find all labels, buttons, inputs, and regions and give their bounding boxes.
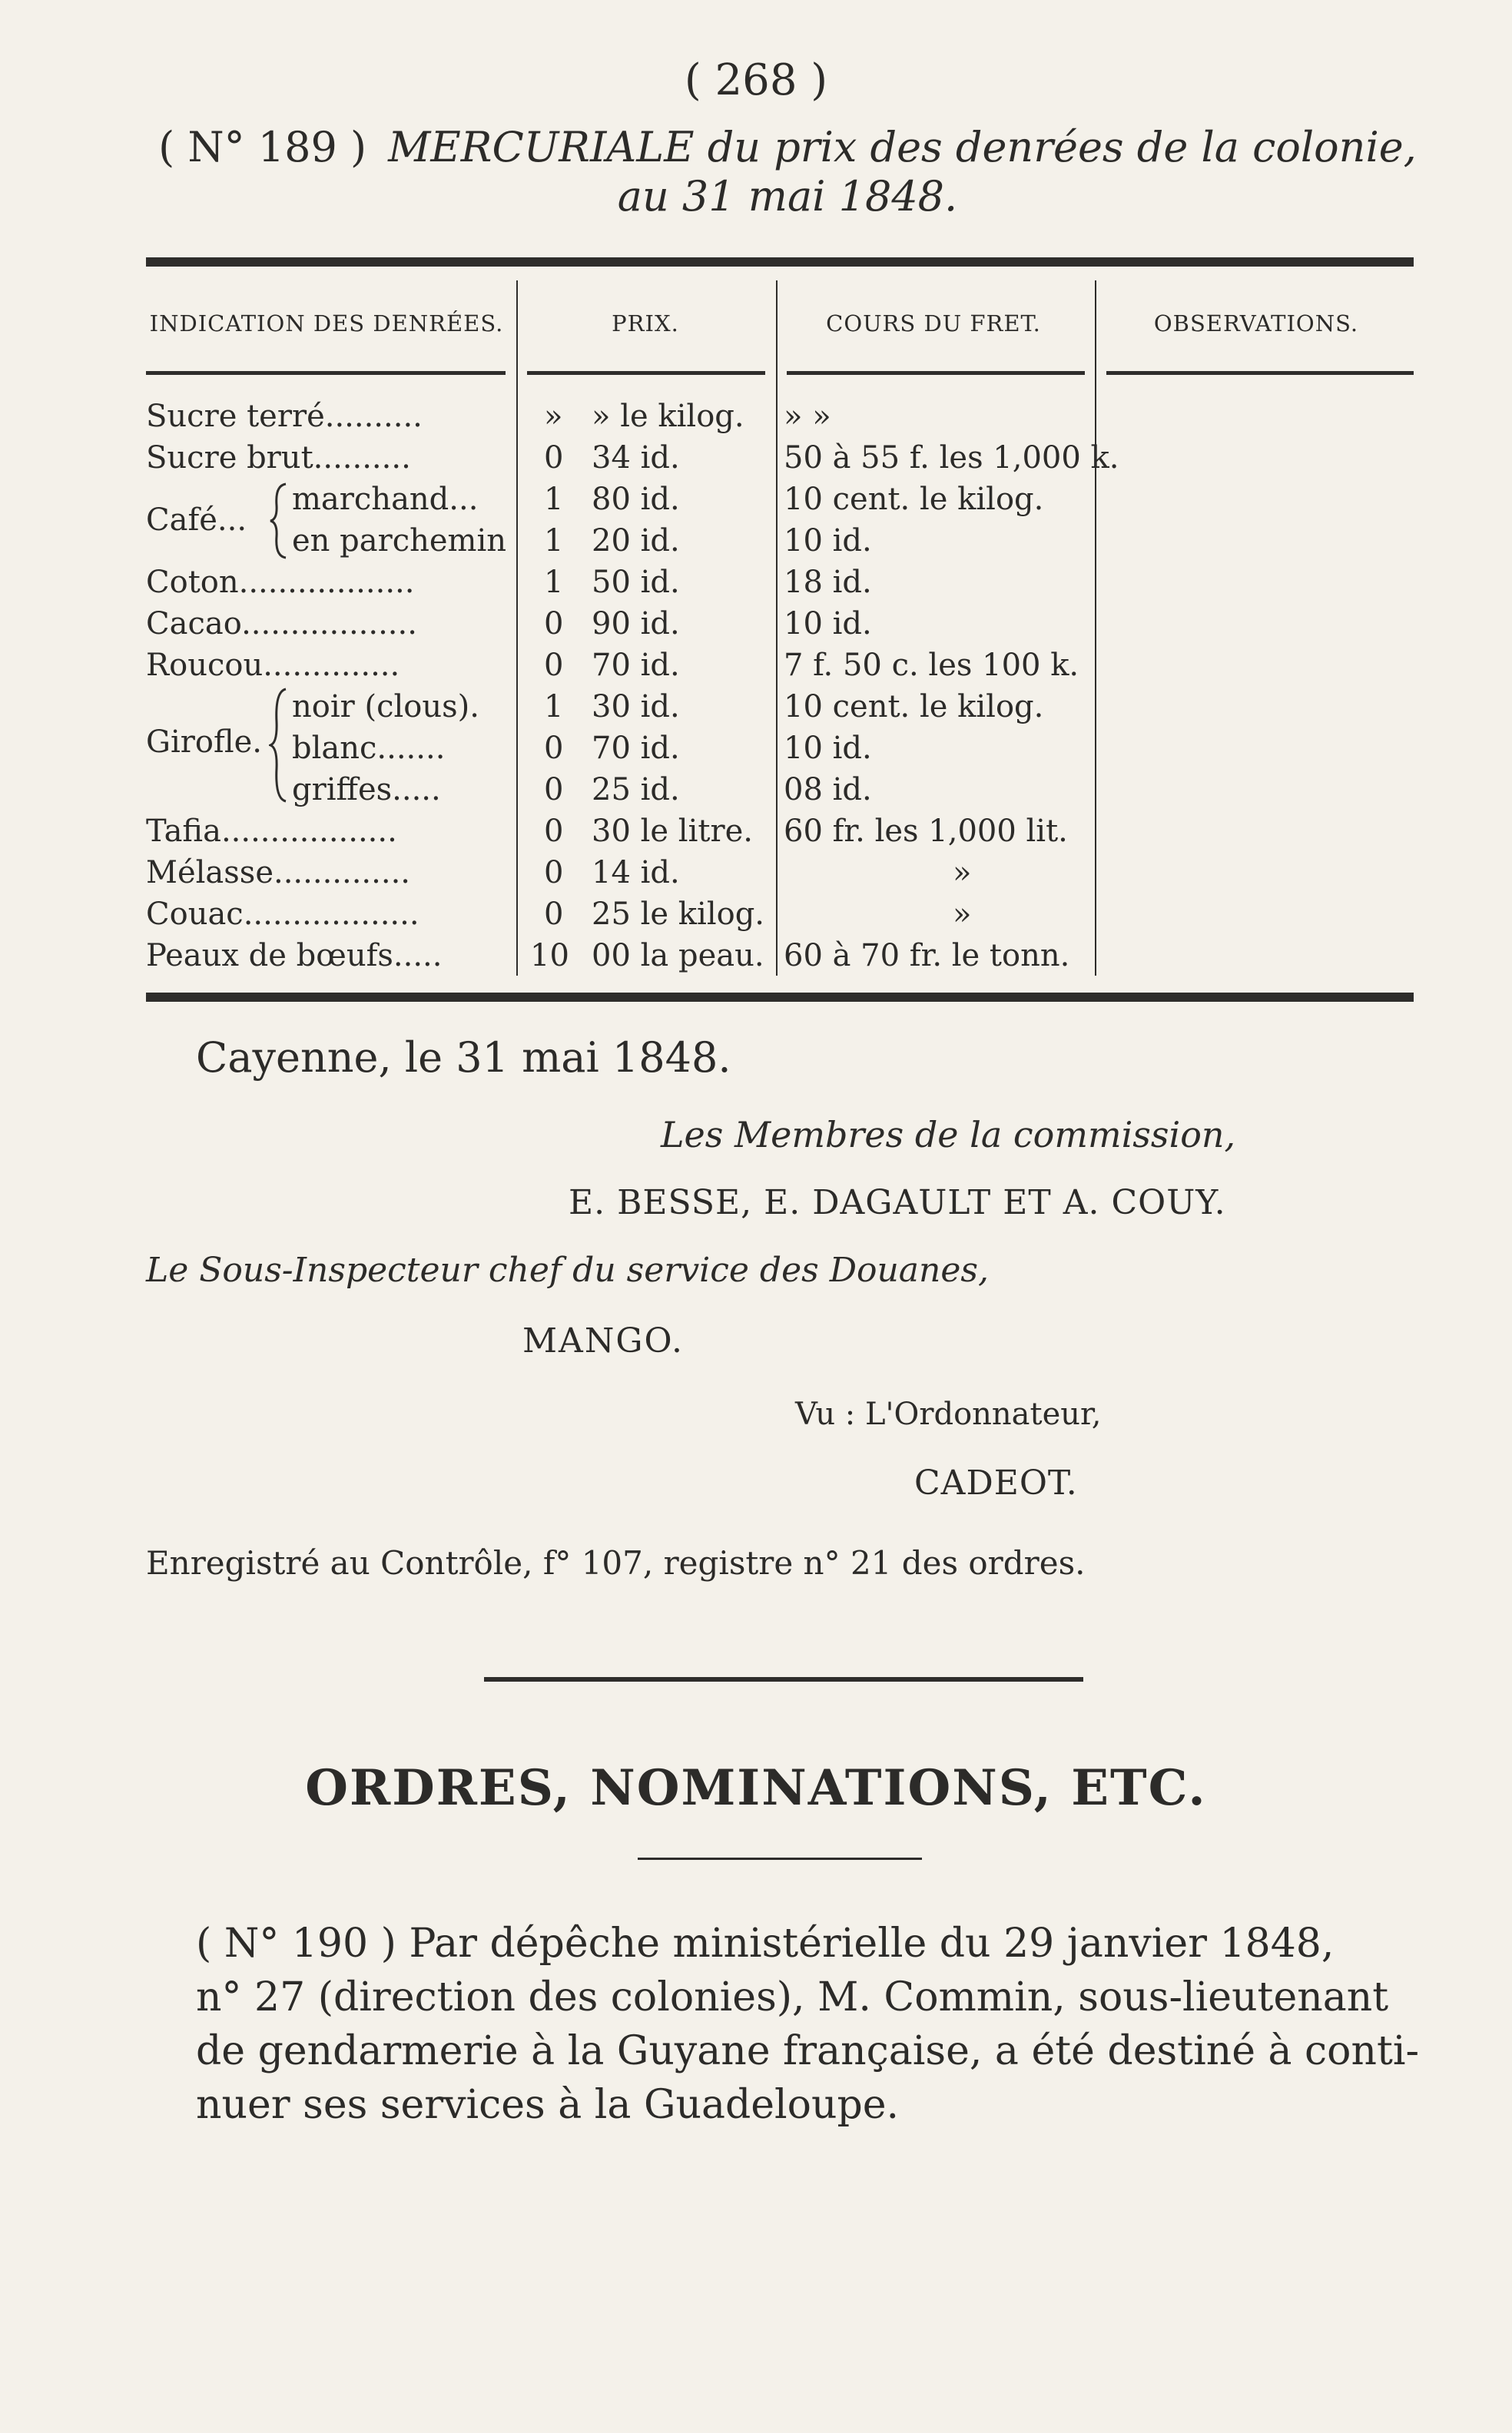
inspector-label: Le Sous-Inspecteur chef du service des Douanes, xyxy=(146,1251,989,1290)
row-price-rest: » le kilog. xyxy=(592,399,744,434)
row-fret: 18 id. xyxy=(784,565,872,600)
ordonnateur-name: CADEOT. xyxy=(914,1463,1078,1503)
heading-title-line2: au 31 mai 1848. xyxy=(617,172,958,220)
members-names: E. BESSE, E. DAGAULT ET A. COUY. xyxy=(569,1183,1226,1222)
page-number: ( 268 ) xyxy=(684,55,828,105)
row-fret: 7 f. 50 c. les 100 k. xyxy=(784,648,1079,683)
table-row xyxy=(0,437,1512,479)
row-price-whole: 0 xyxy=(544,897,564,932)
table-row xyxy=(0,562,1512,603)
table-row xyxy=(0,479,1512,520)
row-fret: » xyxy=(953,897,972,932)
row-label: griffes..... xyxy=(292,772,441,807)
row-fret: 60 fr. les 1,000 lit. xyxy=(784,814,1068,849)
row-price-rest: 30 id. xyxy=(592,689,680,724)
table-row xyxy=(0,893,1512,935)
row-price-whole: 10 xyxy=(530,938,569,973)
header-underline xyxy=(146,371,506,375)
row-label: blanc....... xyxy=(292,731,446,766)
group-label-girofle: Girofle. xyxy=(146,724,263,760)
row-price-whole: 1 xyxy=(544,565,564,600)
section-title: ORDRES, NOMINATIONS, ETC. xyxy=(305,1759,1207,1817)
row-fret: » » xyxy=(784,399,831,434)
row-price-whole: 0 xyxy=(544,648,564,683)
section-divider xyxy=(484,1677,1083,1682)
row-price-rest: 00 la peau. xyxy=(592,938,764,973)
row-price-rest: 20 id. xyxy=(592,523,680,559)
row-price-whole: 1 xyxy=(544,689,564,724)
row-label: Peaux de bœufs..... xyxy=(146,938,443,973)
row-price-whole: 0 xyxy=(544,440,564,476)
table-bottom-rule xyxy=(146,993,1414,1002)
row-price-whole: 0 xyxy=(544,772,564,807)
table-row xyxy=(0,520,1512,562)
header-underline xyxy=(787,371,1085,375)
table-row xyxy=(0,645,1512,686)
row-fret: 08 id. xyxy=(784,772,872,807)
inspector-name: MANGO. xyxy=(522,1321,684,1361)
paragraph-line: nuer ses services à la Guadeloupe. xyxy=(196,2082,900,2128)
place-date: Cayenne, le 31 mai 1848. xyxy=(196,1033,731,1082)
row-label: en parchemin xyxy=(292,523,507,559)
row-price-rest: 25 le kilog. xyxy=(592,897,765,932)
row-fret: 50 à 55 f. les 1,000 k. xyxy=(784,440,1119,476)
row-fret: 10 id. xyxy=(784,731,872,766)
table-row xyxy=(0,686,1512,728)
row-label: Coton.................. xyxy=(146,565,415,600)
row-price-rest: 30 le litre. xyxy=(592,814,753,849)
members-label: Les Membres de la commission, xyxy=(661,1114,1236,1155)
row-price-whole: 0 xyxy=(544,731,564,766)
table-top-rule xyxy=(146,257,1414,267)
row-fret: » xyxy=(953,855,972,890)
row-label: Couac.................. xyxy=(146,897,419,932)
row-label: noir (clous). xyxy=(292,689,479,724)
ordre-paragraph xyxy=(196,1917,1425,2132)
row-price-rest: 70 id. xyxy=(592,731,680,766)
row-label: Roucou.............. xyxy=(146,648,400,683)
heading-title-line1: MERCURIALE du prix des denrées de la colonie, xyxy=(388,123,1417,171)
paragraph-line: ( N° 190 ) Par dépêche ministérielle du 29 janvier 1848, xyxy=(196,1921,1335,1967)
table-row xyxy=(0,935,1512,976)
row-fret: 60 à 70 fr. le tonn. xyxy=(784,938,1070,973)
header-underline xyxy=(527,371,765,375)
row-label: Mélasse.............. xyxy=(146,855,411,890)
row-price-rest: 70 id. xyxy=(592,648,680,683)
row-price-whole: » xyxy=(544,399,563,434)
header-underline xyxy=(1106,371,1414,375)
row-label: Sucre terré.......... xyxy=(146,399,423,434)
table-row xyxy=(0,728,1512,769)
group-label-cafe: Café... xyxy=(146,502,247,538)
row-price-rest: 34 id. xyxy=(592,440,680,476)
row-fret: 10 cent. le kilog. xyxy=(784,482,1044,517)
row-price-rest: 80 id. xyxy=(592,482,680,517)
table-row xyxy=(0,603,1512,645)
header-prix: PRIX. xyxy=(612,310,679,336)
row-price-whole: 0 xyxy=(544,855,564,890)
paragraph-line: de gendarmerie à la Guyane française, a été destiné à conti- xyxy=(196,2028,1420,2074)
row-label: Cacao.................. xyxy=(146,606,417,641)
table-row xyxy=(0,810,1512,852)
row-price-whole: 1 xyxy=(544,482,564,517)
row-price-whole: 1 xyxy=(544,523,564,559)
heading-number: ( N° 189 ) xyxy=(158,123,367,171)
row-price-rest: 50 id. xyxy=(592,565,680,600)
row-label: Tafia.................. xyxy=(146,814,397,849)
row-fret: 10 id. xyxy=(784,523,872,559)
section-underline xyxy=(638,1858,922,1860)
vu-ordonnateur-label: Vu : L'Ordonnateur, xyxy=(795,1397,1102,1432)
row-fret: 10 cent. le kilog. xyxy=(784,689,1044,724)
table-row xyxy=(0,396,1512,437)
row-price-rest: 14 id. xyxy=(592,855,680,890)
mercuriale-heading xyxy=(146,123,1429,221)
row-label: Sucre brut.......... xyxy=(146,440,411,476)
row-price-whole: 0 xyxy=(544,814,564,849)
row-fret: 10 id. xyxy=(784,606,872,641)
header-denrees: INDICATION DES DENRÉES. xyxy=(149,310,504,336)
paragraph-line: n° 27 (direction des colonies), M. Commin, sous-lieutenant xyxy=(196,1974,1389,2020)
row-price-rest: 90 id. xyxy=(592,606,680,641)
registration-note: Enregistré au Contrôle, f° 107, registre n° 21 des ordres. xyxy=(146,1544,1086,1582)
row-price-whole: 0 xyxy=(544,606,564,641)
header-fret: COURS DU FRET. xyxy=(826,310,1041,336)
row-label: marchand... xyxy=(292,482,479,517)
table-row xyxy=(0,852,1512,893)
table-row xyxy=(0,769,1512,810)
header-observations: OBSERVATIONS. xyxy=(1153,310,1359,336)
row-price-rest: 25 id. xyxy=(592,772,680,807)
